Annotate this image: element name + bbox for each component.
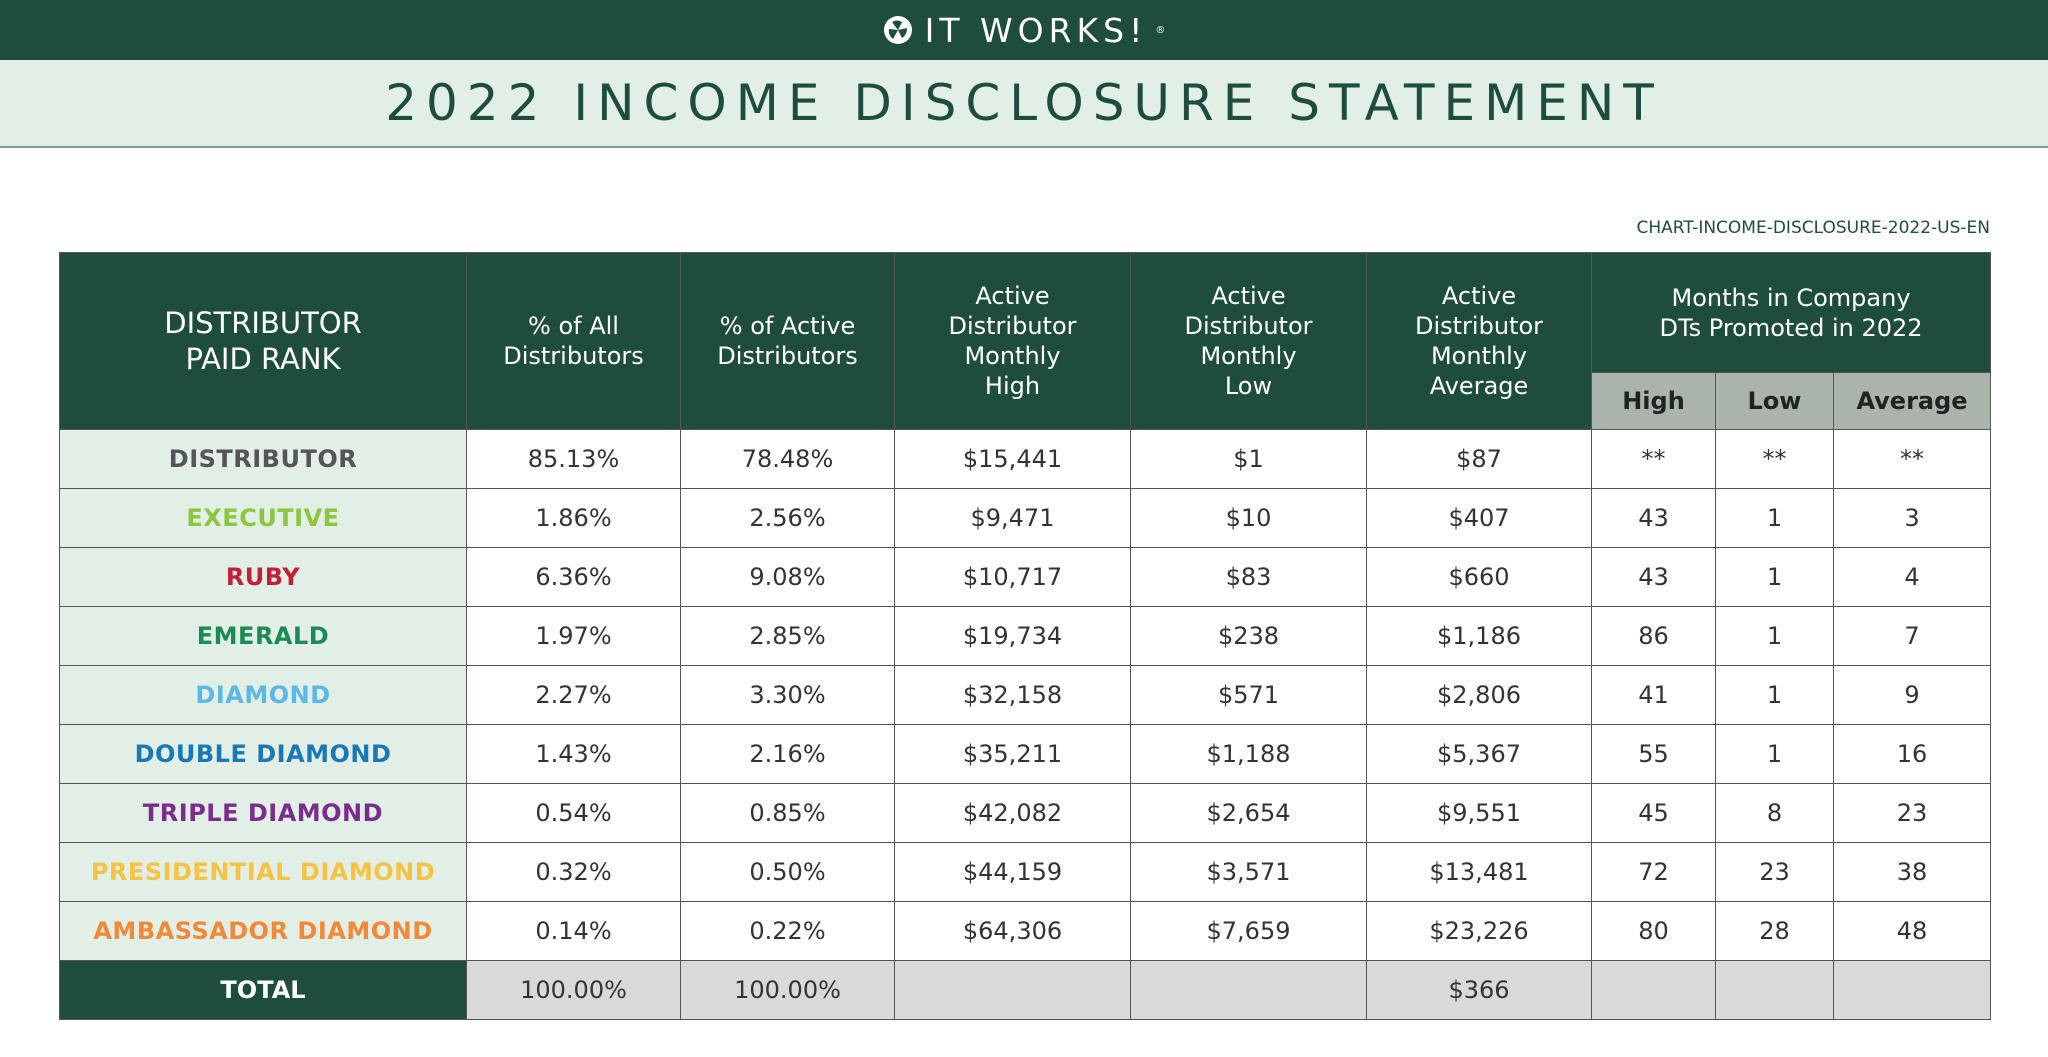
rank-name: EMERALD [60,607,467,666]
header-line: Distributor [1414,312,1543,340]
column-header-monthly-high [895,253,1131,430]
registered-mark: ® [1155,24,1166,36]
cell-pct-all: 0.32% [467,843,681,902]
header-line: Monthly [1430,342,1528,370]
income-disclosure-table [59,252,1991,1020]
table-row [60,843,1991,902]
cell-pct-active: 0.85% [681,784,895,843]
rank-name: PRESIDENTIAL DIAMOND [60,843,467,902]
column-header-rank [60,253,467,430]
cell-pct-all: 1.43% [467,725,681,784]
header-line: Active [1211,282,1286,310]
cell-pct-active: 2.56% [681,489,895,548]
rank-name: DISTRIBUTOR [60,430,467,489]
cell-monthly-high: $15,441 [895,430,1131,489]
cell-months-low: 1 [1716,489,1834,548]
cell-monthly-average: $13,481 [1367,843,1592,902]
document-code: CHART-INCOME-DISCLOSURE-2022-US-EN [1636,218,1990,238]
header-line: Average [1429,372,1529,400]
cell-pct-active: 0.22% [681,902,895,961]
cell-months-low: 1 [1716,725,1834,784]
column-header-monthly-average [1367,253,1592,430]
cell-monthly-average: $23,226 [1367,902,1592,961]
cell-pct-active: 9.08% [681,548,895,607]
cell-monthly-high: $44,159 [895,843,1131,902]
cell-months-average: ** [1834,430,1991,489]
column-header-pct-all [467,253,681,430]
header-line: Low [1224,372,1273,400]
cell-monthly-low: $10 [1131,489,1367,548]
cell-months-high: 72 [1592,843,1716,902]
cell-pct-all: 85.13% [467,430,681,489]
cell-monthly-average: $2,806 [1367,666,1592,725]
table-row [60,430,1991,489]
cell-pct-all: 1.97% [467,607,681,666]
cell-months-average: 38 [1834,843,1991,902]
cell-monthly-average: $1,186 [1367,607,1592,666]
cell-pct-active: 78.48% [681,430,895,489]
header-line: Distributors [503,342,644,370]
cell-pct-all: 0.14% [467,902,681,961]
cell-months-high: 45 [1592,784,1716,843]
subheader-average: Average [1834,373,1991,430]
cell-months-low: ** [1716,430,1834,489]
subheader-low: Low [1716,373,1834,430]
brand-logo [883,11,1166,50]
header-line: DISTRIBUTOR [164,306,362,340]
header-line: % of All [528,312,619,340]
cell-months-low: 1 [1716,548,1834,607]
cell-months-average: 16 [1834,725,1991,784]
cell-months-average: 3 [1834,489,1991,548]
table-row [60,725,1991,784]
page-title: 2022 INCOME DISCLOSURE STATEMENT [385,74,1663,132]
header-line: High [984,372,1041,400]
cell-months-low: 23 [1716,843,1834,902]
cell-pct-all: 1.86% [467,489,681,548]
total-cell-monthly-low [1131,961,1367,1020]
rank-name: DIAMOND [60,666,467,725]
cell-pct-active: 2.85% [681,607,895,666]
total-label: TOTAL [60,961,467,1020]
rank-name: DOUBLE DIAMOND [60,725,467,784]
total-cell-pct-all: 100.00% [467,961,681,1020]
cell-monthly-low: $2,654 [1131,784,1367,843]
subheader-high: High [1592,373,1716,430]
table-body [60,430,1991,1020]
total-cell-months-average [1834,961,1991,1020]
brand-bar [0,0,2048,60]
cell-monthly-low: $3,571 [1131,843,1367,902]
cell-pct-active: 2.16% [681,725,895,784]
table-row [60,548,1991,607]
cell-monthly-low: $238 [1131,607,1367,666]
cell-monthly-high: $10,717 [895,548,1131,607]
header-line: Distributor [948,312,1077,340]
column-header-monthly-low [1131,253,1367,430]
total-cell-pct-active: 100.00% [681,961,895,1020]
cell-pct-all: 0.54% [467,784,681,843]
cell-months-high: 86 [1592,607,1716,666]
cell-monthly-low: $1,188 [1131,725,1367,784]
header-line: % of Active [719,312,856,340]
cell-months-low: 1 [1716,607,1834,666]
cell-months-average: 7 [1834,607,1991,666]
cell-monthly-high: $9,471 [895,489,1131,548]
leaf-logo-icon [883,15,913,45]
total-row [60,961,1991,1020]
cell-months-average: 9 [1834,666,1991,725]
cell-months-high: 41 [1592,666,1716,725]
cell-monthly-low: $83 [1131,548,1367,607]
header-line: DTs Promoted in 2022 [1659,313,1923,342]
cell-months-average: 4 [1834,548,1991,607]
cell-monthly-low: $571 [1131,666,1367,725]
table-row [60,607,1991,666]
cell-months-average: 48 [1834,902,1991,961]
cell-monthly-low: $7,659 [1131,902,1367,961]
table-row [60,902,1991,961]
header-line: Active [1441,282,1517,310]
header-line: Distributor [1184,312,1313,340]
brand-name: IT WORKS! [924,10,1148,50]
header-line: Monthly [1200,342,1297,370]
cell-pct-all: 2.27% [467,666,681,725]
total-cell-months-low [1716,961,1834,1020]
cell-monthly-average: $5,367 [1367,725,1592,784]
rank-name: AMBASSADOR DIAMOND [60,902,467,961]
column-header-pct-active [681,253,895,430]
title-band [0,60,2048,148]
header-line: Distributors [717,342,858,370]
cell-months-high: 43 [1592,548,1716,607]
table-row [60,489,1991,548]
header-line: Months in Company [1671,283,1911,312]
cell-monthly-average: $9,551 [1367,784,1592,843]
total-cell-months-high [1592,961,1716,1020]
cell-months-high: 80 [1592,902,1716,961]
cell-pct-all: 6.36% [467,548,681,607]
cell-monthly-average: $87 [1367,430,1592,489]
total-cell-monthly-average: $366 [1367,961,1592,1020]
cell-months-high: 43 [1592,489,1716,548]
cell-monthly-average: $660 [1367,548,1592,607]
column-header-months-in-company [1592,253,1991,373]
cell-monthly-average: $407 [1367,489,1592,548]
cell-months-high: 55 [1592,725,1716,784]
header-line: PAID RANK [185,342,341,376]
rank-name: TRIPLE DIAMOND [60,784,467,843]
header-line: Monthly [964,342,1061,370]
rank-name: RUBY [60,548,467,607]
cell-months-low: 8 [1716,784,1834,843]
cell-months-average: 23 [1834,784,1991,843]
cell-monthly-high: $64,306 [895,902,1131,961]
table-row [60,666,1991,725]
cell-pct-active: 3.30% [681,666,895,725]
total-cell-monthly-high [895,961,1131,1020]
rank-name: EXECUTIVE [60,489,467,548]
cell-months-low: 1 [1716,666,1834,725]
cell-months-high: ** [1592,430,1716,489]
cell-monthly-low: $1 [1131,430,1367,489]
cell-monthly-high: $42,082 [895,784,1131,843]
cell-pct-active: 0.50% [681,843,895,902]
cell-months-low: 28 [1716,902,1834,961]
table-row [60,784,1991,843]
cell-monthly-high: $19,734 [895,607,1131,666]
header-line: Active [975,282,1050,310]
cell-monthly-high: $35,211 [895,725,1131,784]
cell-monthly-high: $32,158 [895,666,1131,725]
